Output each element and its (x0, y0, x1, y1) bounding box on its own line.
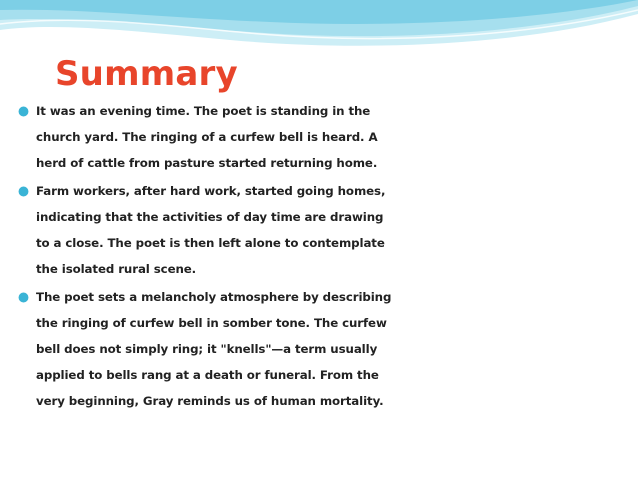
bullet-line: church yard. The ringing of a curfew bell is heard. A (36, 130, 378, 144)
slide-title: Summary (55, 54, 238, 94)
summary-bullet (18, 178, 623, 282)
summary-bullet (18, 284, 623, 414)
bullet-line: applied to bells rang at a death or funeral. From the (36, 368, 379, 382)
circle-bullet-icon (18, 106, 29, 117)
bullet-line: It was an evening time. The poet is standing in the (36, 104, 371, 118)
bullet-line: bell does not simply ring; it "knells"—a term usually (36, 342, 378, 356)
bullet-line: to a close. The poet is then left alone to contemplate (36, 236, 385, 250)
bullet-line: indicating that the activities of day time are drawing (36, 210, 384, 224)
circle-bullet-icon (18, 292, 29, 303)
bullet-line: the isolated rural scene. (36, 262, 197, 276)
circle-bullet-icon (18, 186, 29, 197)
bullet-line: herd of cattle from pasture started returning home. (36, 156, 378, 170)
bullet-line: The poet sets a melancholy atmosphere by describing (36, 290, 392, 304)
bullet-line: Farm workers, after hard work, started going homes, (36, 184, 386, 198)
summary-bullet-list (18, 98, 623, 416)
bullet-line: very beginning, Gray reminds us of human mortality. (36, 394, 384, 408)
summary-bullet (18, 98, 623, 176)
bullet-line: the ringing of curfew bell in somber tone. The curfew (36, 316, 387, 330)
